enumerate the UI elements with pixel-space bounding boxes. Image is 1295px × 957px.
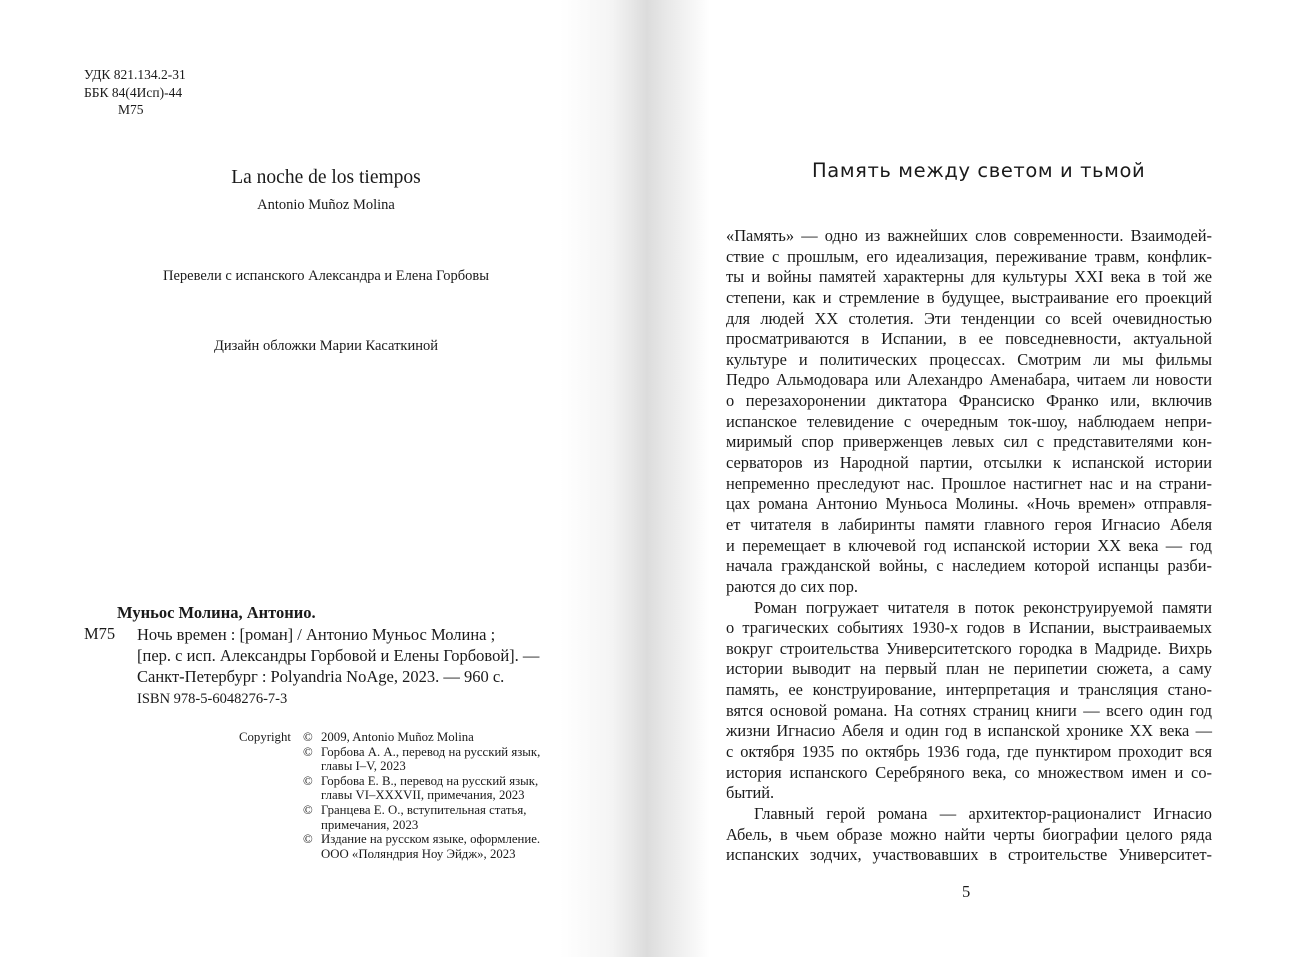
copyright-entry-line: главы I–V, 2023 (321, 759, 406, 774)
text-line: бытий. (726, 783, 775, 803)
isbn: ISBN 978-5-6048276-7-3 (137, 691, 288, 707)
text-line: с октября 1935 по октябрь 1936 года, где пунктиром проходит вся (726, 742, 1212, 762)
text-line: вятся основой романа. На сотнях страниц книги — всего один год (726, 700, 1212, 720)
copyright-symbol: © (303, 773, 313, 788)
text-line: культуре и политических процессах. Смотрим ли мы фильмы (726, 349, 1212, 369)
text-line: история испанского Серебряного века, со множеством имен и со- (726, 762, 1212, 782)
copyright-entry-line: главы VI–XXXVII, примечания, 2023 (321, 788, 525, 803)
copyright-entry (303, 730, 540, 745)
copyright-entry (303, 832, 540, 861)
text-line: для людей XX столетия. Эти тенденции со всей очевидностью (726, 308, 1212, 328)
text-line: непременно преследуют нас. Прошлое настигнет нас и на страни- (726, 473, 1212, 493)
copyright-entry-line: 2009, Antonio Muñoz Molina (321, 730, 474, 744)
text-line: истории выводит на первый план не перипетии сюжета, а саму (726, 659, 1212, 679)
text-line: миримый спор приверженцев левых сил с представителями кон- (726, 432, 1212, 452)
copyright-symbol: © (303, 730, 313, 744)
text-line: Педро Альмодовара или Алехандро Аменабара, читаем ли новости (726, 370, 1212, 390)
catalog-line: Санкт-Петербург : Polyandria NoAge, 2023. — 960 с. (137, 667, 505, 686)
original-title: La noche de los tiempos (231, 167, 421, 188)
cover-design-credit: Дизайн обложки Марии Касаткиной (213, 338, 439, 354)
copyright-entry (303, 774, 540, 803)
catalog-line: [пер. с исп. Александры Горбовой и Елены Горбовой]. — (137, 646, 540, 665)
text-line: Роман погружает читателя в поток реконструируемой памяти (754, 597, 1212, 617)
catalog-line: Ночь времен : [роман] / Антонио Муньос Молина ; (137, 625, 496, 644)
text-line: начала гражданской войны, с наследием которой испанцы разби- (726, 556, 1212, 576)
text-line: испанских зодчих, участвовавших в строительстве Университет- (726, 845, 1212, 865)
copyright-entry-line: Издание на русском языке, оформление. (321, 832, 541, 847)
copyright-entry (303, 745, 540, 774)
text-line: вокруг строительства Университетского городка в Мадриде. Вихрь (726, 638, 1212, 658)
page-number: 5 (962, 882, 971, 901)
translators-credit: Перевели с испанского Александра и Елена Горбовы (163, 268, 489, 284)
text-line: испанское телевидение с очередным ток-шоу, наблюдаем непри- (726, 411, 1212, 431)
bbk-code: ББК 84(4Исп)-44 (84, 84, 183, 100)
copyright-symbol: © (303, 744, 313, 759)
author-mark: М75 (118, 102, 144, 117)
catalog-description (137, 624, 539, 687)
text-line: степени, как и стремление в будущее, выстраивание его проекций (726, 287, 1212, 307)
copyright-symbol: © (303, 802, 313, 817)
text-line: ет читателя в лабиринты памяти главного героя Игнасио Абеля (726, 514, 1212, 534)
text-line: Главный герой романа — архитектор-рационалист Игнасио (754, 803, 1212, 823)
copyright-entry-line: Горбова А. А., перевод на русский язык, (321, 744, 541, 759)
copyright-list (303, 730, 540, 861)
copyright-symbol: © (303, 832, 313, 847)
text-line: просматриваются в Испании, в ее повседневности, актуальной (726, 329, 1212, 349)
text-line: Абель, в чьем образе можно найти черты биографии целого ряда (726, 824, 1212, 844)
text-line: ты и войны памятей характерны для культуры XXI века в той же (726, 267, 1212, 287)
copyright-entry-line: примечания, 2023 (321, 817, 419, 832)
copyright-label: Copyright (239, 730, 291, 744)
classification-codes (84, 66, 186, 119)
text-line: цах романа Антонио Муньоса Молины. «Ночь времен» отправля- (726, 494, 1212, 514)
text-line: о трагических событиях 1930-х годов в Испании, выстраиваемых (726, 618, 1212, 638)
text-line: о перезахоронении диктатора Франсиско Франко или, включив (726, 391, 1212, 411)
text-line: серваторов из Народной партии, отсылки к испанской истории (726, 453, 1212, 473)
text-line: раются до сих пор. (726, 576, 859, 596)
copyright-page (0, 0, 640, 957)
catalog-heading: Муньос Молина, Антонио. (117, 603, 316, 622)
udk-code: УДК 821.134.2-31 (84, 67, 186, 82)
text-line: жизни Игнасио Абеля и один год в испанской хронике XX века — (726, 721, 1212, 741)
text-line: «Память» — одно из важнейших слов современности. Взаимодей- (726, 226, 1212, 245)
text-line: память, ее конструирование, интерпретация и трансляция стано- (726, 680, 1212, 700)
copyright-entry-line: Гранцева Е. О., вступительная статья, (321, 802, 527, 817)
catalog-code: М75 (84, 624, 116, 643)
text-line: ствие с прошлым, его идеализация, переживание травм, конфлик- (726, 246, 1212, 266)
original-author: Antonio Muñoz Molina (257, 197, 395, 213)
copyright-entry-line: ООО «Поляндрия Ноу Эйдж», 2023 (321, 846, 516, 861)
copyright-entry-line: Горбова Е. В., перевод на русский язык, (321, 773, 539, 788)
chapter-title: Память между светом и тьмой (812, 159, 1146, 182)
text-line: и перемещает в ключевой год испанской истории XX века — год (726, 535, 1212, 555)
copyright-entry (303, 803, 540, 832)
foreword-body (726, 226, 1212, 866)
